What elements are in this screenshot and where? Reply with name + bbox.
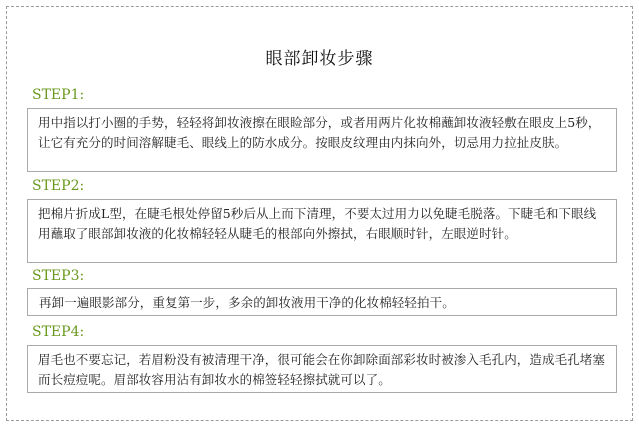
step2-box [27,199,617,263]
page-title: 眼部卸妆步骤 [265,49,374,69]
step4-label: STEP4: [32,324,85,340]
step3-text: 再卸一遍眼影部分，重复第一步，多余的卸妆液用干净的化妆棉轻轻拍干。 [39,295,455,310]
step1-text: 用中指以打小圈的手势，轻轻将卸妆液擦在眼睑部分，或者用两片化妆棉蘸卸妆液轻敷在眼皮上5秒，让它有充分的时间溶解睫毛、眼线上的防水成分。按眼皮纹理由内抹向外，切忌用力拉扯皮肤。 [38,115,601,150]
step4-text: 眉毛也不要忘记，若眉粉没有被清理干净，很可能会在你卸除面部彩妆时被渗入毛孔内，造成毛孔堵塞而长痘痘呢。眉部妆容用沾有卸妆水的棉签轻轻擦拭就可以了。 [38,352,606,387]
step3-label: STEP3: [32,268,85,284]
step1-label: STEP1: [32,87,85,103]
step1-box [27,108,617,172]
step2-label: STEP2: [32,178,85,194]
step2-text: 把棉片折成L型，在睫毛根处停留5秒后从上而下清理，不要太过用力以免睫毛脱落。下睫毛和下眼线用蘸取了眼部卸妆液的化妆棉轻轻从睫毛的根部向外擦拭，右眼顺时针，左眼逆时针。 [38,206,597,241]
step3-box [27,288,617,316]
step4-box [27,345,617,393]
